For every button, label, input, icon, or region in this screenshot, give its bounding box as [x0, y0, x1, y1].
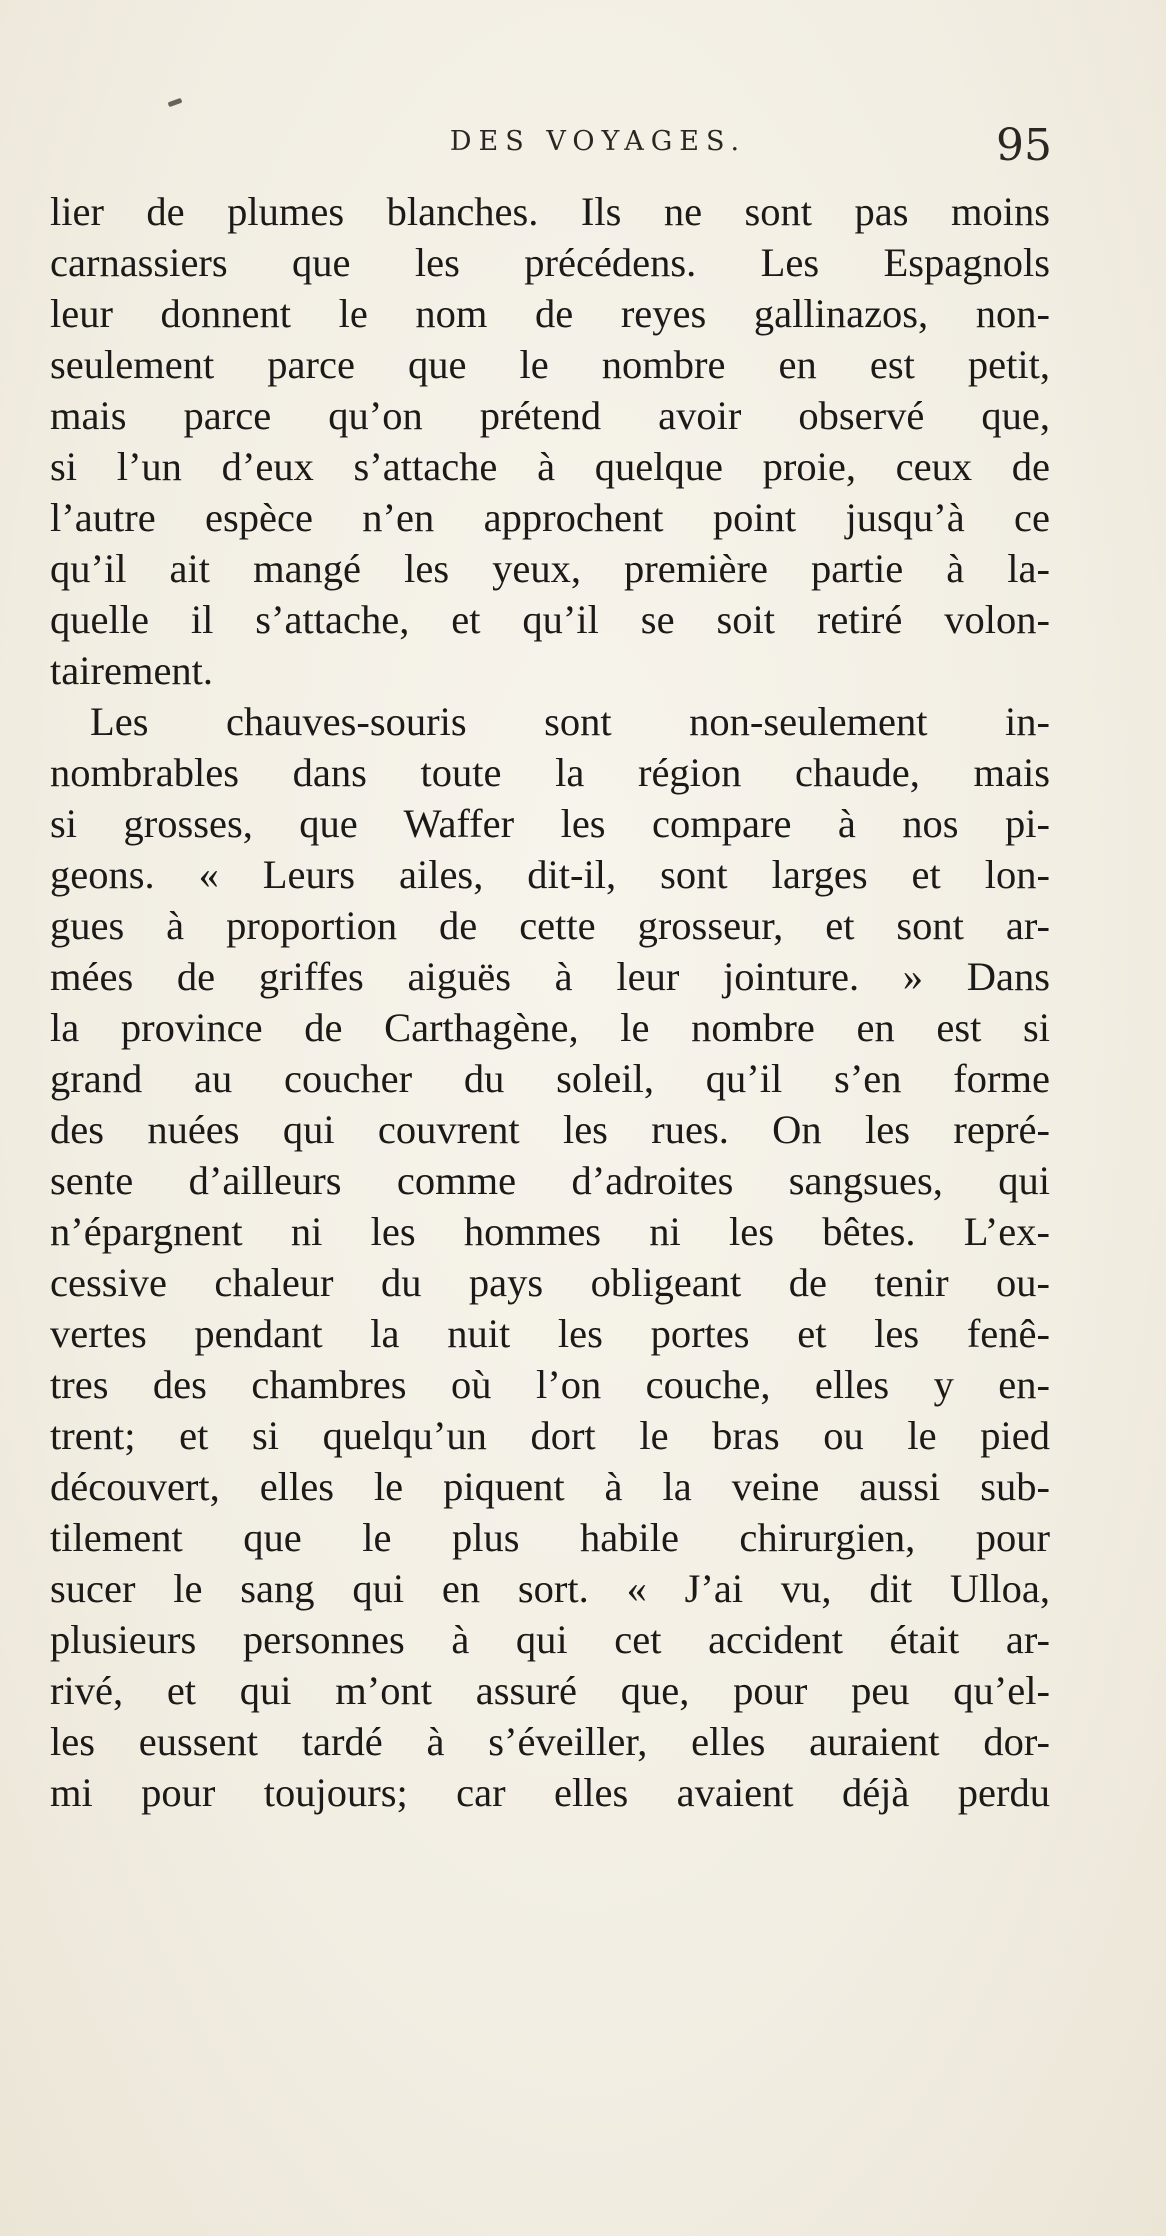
text-line: gues à proportion de cette grosseur, et sont ar- — [50, 903, 1050, 948]
body-text — [50, 186, 1050, 1818]
running-title: DES VOYAGES. — [449, 126, 747, 157]
text-line: cessive chaleur du pays obligeant de tenir ou- — [50, 1260, 1050, 1305]
text-line: carnassiers que les précédens. Les Espagnols — [50, 240, 1050, 285]
text-line: lier de plumes blanches. Ils ne sont pas moins — [50, 189, 1050, 234]
text-line: vertes pendant la nuit les portes et les fenê- — [50, 1311, 1050, 1356]
text-line: la province de Carthagène, le nombre en est si — [50, 1005, 1050, 1050]
text-line: leur donnent le nom de reyes gallinazos, non- — [50, 291, 1050, 336]
text-line: tilement que le plus habile chirurgien, pour — [50, 1515, 1050, 1560]
text-line: mais parce qu’on prétend avoir observé que, — [50, 393, 1050, 438]
text-line: des nuées qui couvrent les rues. On les repré- — [50, 1107, 1050, 1152]
paragraph-start: Les chauves-souris sont non-seulement in- — [90, 699, 1050, 744]
text-line: rivé, et qui m’ont assuré que, pour peu qu’el- — [50, 1668, 1050, 1713]
text-line: nombrables dans toute la région chaude, mais — [50, 750, 1050, 795]
text-line: si l’un d’eux s’attache à quelque proie, ceux de — [50, 444, 1050, 489]
text-line: découvert, elles le piquent à la veine aussi sub- — [50, 1464, 1050, 1509]
text-line: mi pour toujours; car elles avaient déjà perdu — [50, 1770, 1050, 1815]
text-line: qu’il ait mangé les yeux, première partie à la- — [50, 546, 1050, 591]
text-line: trent; et si quelqu’un dort le bras ou le pied — [50, 1413, 1050, 1458]
text-line: tres des chambres où l’on couche, elles y en- — [50, 1362, 1050, 1407]
text-line: sente d’ailleurs comme d’adroites sangsues, qui — [50, 1158, 1050, 1203]
text-line: l’autre espèce n’en approchent point jusqu’à ce — [50, 495, 1050, 540]
text-line: grand au coucher du soleil, qu’il s’en forme — [50, 1056, 1050, 1101]
text-line: mées de griffes aiguës à leur jointure. » Dans — [50, 954, 1050, 999]
text-line: sucer le sang qui en sort. « J’ai vu, dit Ulloa, — [50, 1566, 1050, 1611]
ink-mark — [168, 98, 183, 107]
text-line: si grosses, que Waffer les compare à nos pi- — [50, 801, 1050, 846]
page-number: 95 — [996, 120, 1052, 171]
running-head — [0, 120, 1166, 180]
text-line: plusieurs personnes à qui cet accident était ar- — [50, 1617, 1050, 1662]
text-line: tairement. — [50, 648, 214, 693]
text-line: seulement parce que le nombre en est petit, — [50, 342, 1050, 387]
text-line: les eussent tardé à s’éveiller, elles auraient dor- — [50, 1719, 1050, 1764]
text-line: n’épargnent ni les hommes ni les bêtes. L’ex- — [50, 1209, 1050, 1254]
text-line: quelle il s’attache, et qu’il se soit retiré volon- — [50, 597, 1050, 642]
text-line: geons. « Leurs ailes, dit-il, sont larges et lon- — [50, 852, 1050, 897]
